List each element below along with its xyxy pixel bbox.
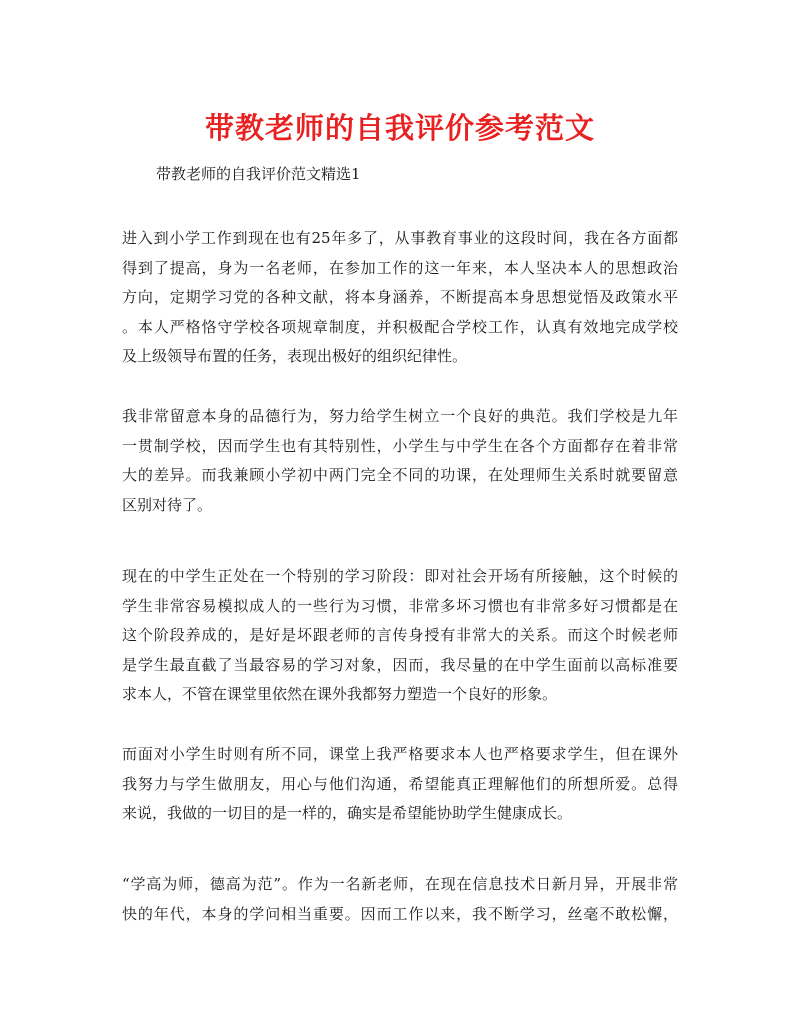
paragraph-5 xyxy=(122,870,678,929)
paragraph-line: 我努力与学生做朋友，用心与他们沟通，希望能真正理解他们的所想所爱。总得 xyxy=(122,774,678,793)
paragraph-line: 快的年代，本身的学问相当重要。因而工作以来，我不断学习，丝毫不敢松懈， xyxy=(122,904,678,923)
paragraph-line: 大的差异。而我兼顾小学初中两门完全不同的功课，在处理师生关系时就要留意 xyxy=(122,466,678,485)
paragraph-line: 求本人，不管在课堂里依然在课外我都努力塑造一个良好的形象。 xyxy=(122,685,558,704)
paragraph-line: 来说，我做的一切目的是一样的，确实是希望能协助学生健康成长。 xyxy=(122,804,573,823)
paragraph-line: 这个阶段养成的，是好是坏跟老师的言传身授有非常大的关系。而这个时候老师 xyxy=(122,626,678,645)
document-title: 带教老师的自我评价参考范文 xyxy=(204,111,595,145)
paragraph-line: 我非常留意本身的品德行为，努力给学生树立一个良好的典范。我们学校是九年 xyxy=(122,407,678,425)
paragraph-4 xyxy=(122,740,678,829)
paragraph-line: 一贯制学校，因而学生也有其特别性，小学生与中学生在各个方面都存在着非常 xyxy=(122,436,678,455)
paragraph-line: 进入到小学工作到现在也有25年多了，从事教育事业的这段时间，我在各方面都 xyxy=(122,229,678,247)
paragraph-line: 。本人严格恪守学校各项规章制度，并积极配合学校工作，认真有效地完成学校 xyxy=(122,317,678,336)
paragraph-line: 是学生最直截了当最容易的学习对象，因而，我尽量的在中学生面前以高标准要 xyxy=(122,655,678,674)
paragraph-line: 现在的中学生正处在一个特别的学习阶段：即对社会开场有所接触，这个时候的 xyxy=(122,567,678,585)
paragraph-line: 区别对待了。 xyxy=(122,495,213,514)
paragraph-line: 学生非常容易模拟成人的一些行为习惯，非常多坏习惯也有非常多好习惯都是在 xyxy=(122,596,678,615)
paragraph-line: 及上级领导布置的任务，表现出极好的组织纪律性。 xyxy=(122,347,468,366)
paragraph-line: 方向，定期学习党的各种文献，将本身涵养，不断提高本身思想觉悟及政策水平 xyxy=(122,288,678,307)
paragraph-2 xyxy=(122,402,678,520)
paragraph-1 xyxy=(122,224,678,372)
paragraph-line: “学高为师，德高为范”。作为一名新老师，在现在信息技术日新月异，开展非常 xyxy=(122,875,678,893)
paragraph-line: 得到了提高，身为一名老师，在参加工作的这一年来，本人坚决本人的思想政治 xyxy=(122,258,678,277)
paragraph-3 xyxy=(122,562,678,710)
document-subtitle: 带教老师的自我评价范文精选1 xyxy=(156,165,361,183)
paragraph-line: 而面对小学生时则有所不同，课堂上我严格要求本人也严格要求学生，但在课外 xyxy=(122,745,678,763)
